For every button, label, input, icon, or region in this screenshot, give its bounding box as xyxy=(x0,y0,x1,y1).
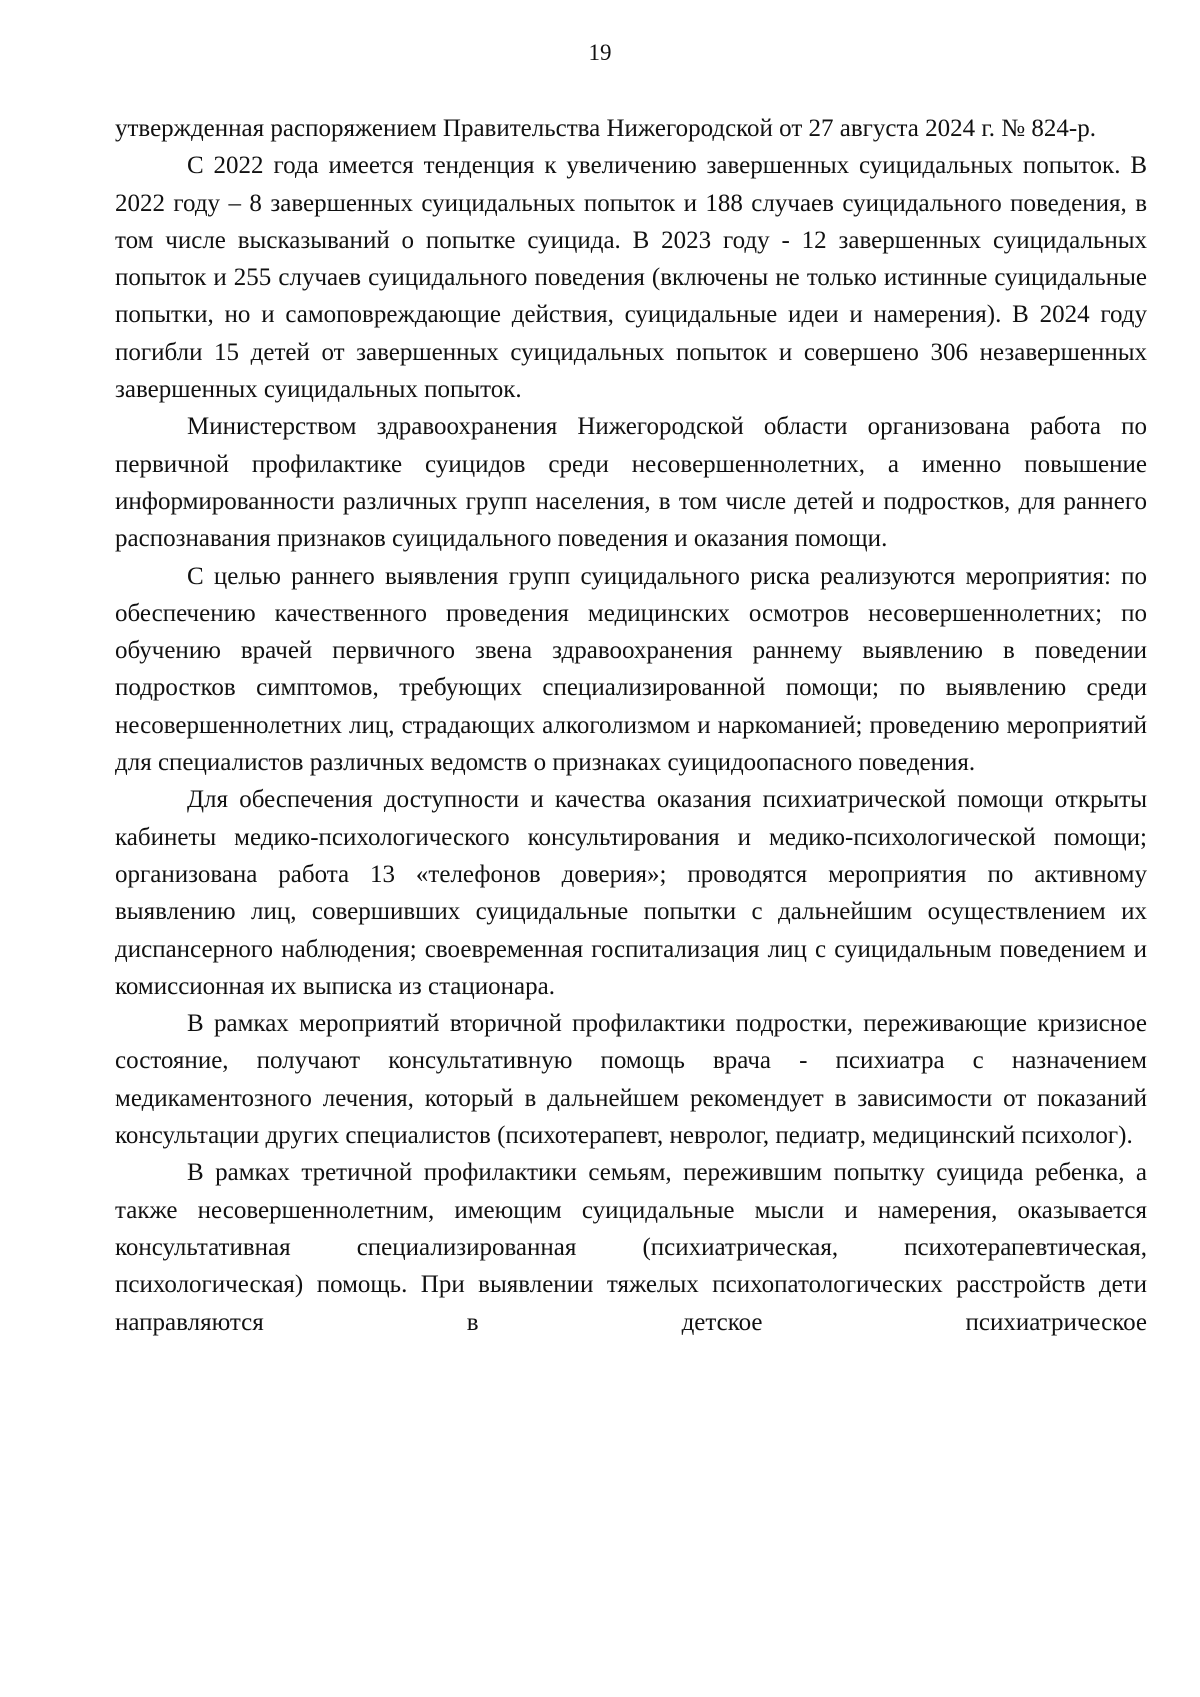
paragraph-psychiatric-care-access: Для обеспечения доступности и качества оказания психиатрической помощи открыты кабинеты медико-психологического консультирования и медико-психологической помощи; организована работа 13 «телефонов доверия»; проводятся мероприятия по активному выявлению лиц, совершивших суицидальные попытки с дальнейшим осуществлением их диспансерного наблюдения; своевременная госпитализация лиц с суицидальным поведением и комиссионная их выписка из стационара. xyxy=(115,786,1147,1000)
paragraph-tertiary-prevention: В рамках третичной профилактики семьям, пережившим попытку суицида ребенка, а также несовершеннолетним, имеющим суицидальные мысли и намерения, оказывается консультативная специализированная (психиатрическая, психотерапевтическая, психологическая) помощь. При выявлении тяжелых психопатологических расстройств дети направляются в детское психиатрическое xyxy=(115,1159,1147,1336)
paragraph-secondary-prevention: В рамках мероприятий вторичной профилактики подростки, переживающие кризисное состояние, получают консультативную помощь врача - психиатра с назначением медикаментозного лечения, который в дальнейшем рекомендует в зависимости от показаний консультации других специалистов (психотерапевт, невролог, педиатр, медицинский психолог). xyxy=(115,1010,1147,1150)
paragraph-primary-prevention: Министерством здравоохранения Нижегородской области организована работа по первичной профилактике суицидов среди несовершеннолетних, а именно повышение информированности различных групп населения, в том числе детей и подростков, для раннего распознавания признаков суицидального поведения и оказания помощи. xyxy=(115,413,1147,553)
paragraph-continuation: утвержденная распоряжением Правительства Нижегородской от 27 августа 2024 г. № 824-р. xyxy=(115,115,1096,142)
paragraph-suicide-statistics: С 2022 года имеется тенденция к увеличению завершенных суицидальных попыток. В 2022 году – 8 завершенных суицидальных попыток и 188 случаев суицидального поведения, в том числе высказываний о попытке суицида. В 2023 году - 12 завершенных суицидальных попыток и 255 случаев суицидального поведения (включены не только истинные суицидальные попытки, но и самоповреждающие действия, суицидальные идеи и намерения). В 2024 году погибли 15 детей от завершенных суицидальных попыток и совершено 306 незавершенных завершенных суицидальных попыток. xyxy=(115,152,1147,404)
document-body xyxy=(115,110,1147,1341)
page-number: 19 xyxy=(588,40,612,65)
paragraph-early-detection: С целью раннего выявления групп суицидального риска реализуются мероприятия: по обеспечению качественного проведения медицинских осмотров несовершеннолетних; по обучению врачей первичного звена здравоохранения раннему выявлению в поведении подростков симптомов, требующих специализированной помощи; по выявлению среди несовершеннолетних лиц, страдающих алкоголизмом и наркоманией; проведению мероприятий для специалистов различных ведомств о признаках суицидоопасного поведения. xyxy=(115,562,1147,777)
